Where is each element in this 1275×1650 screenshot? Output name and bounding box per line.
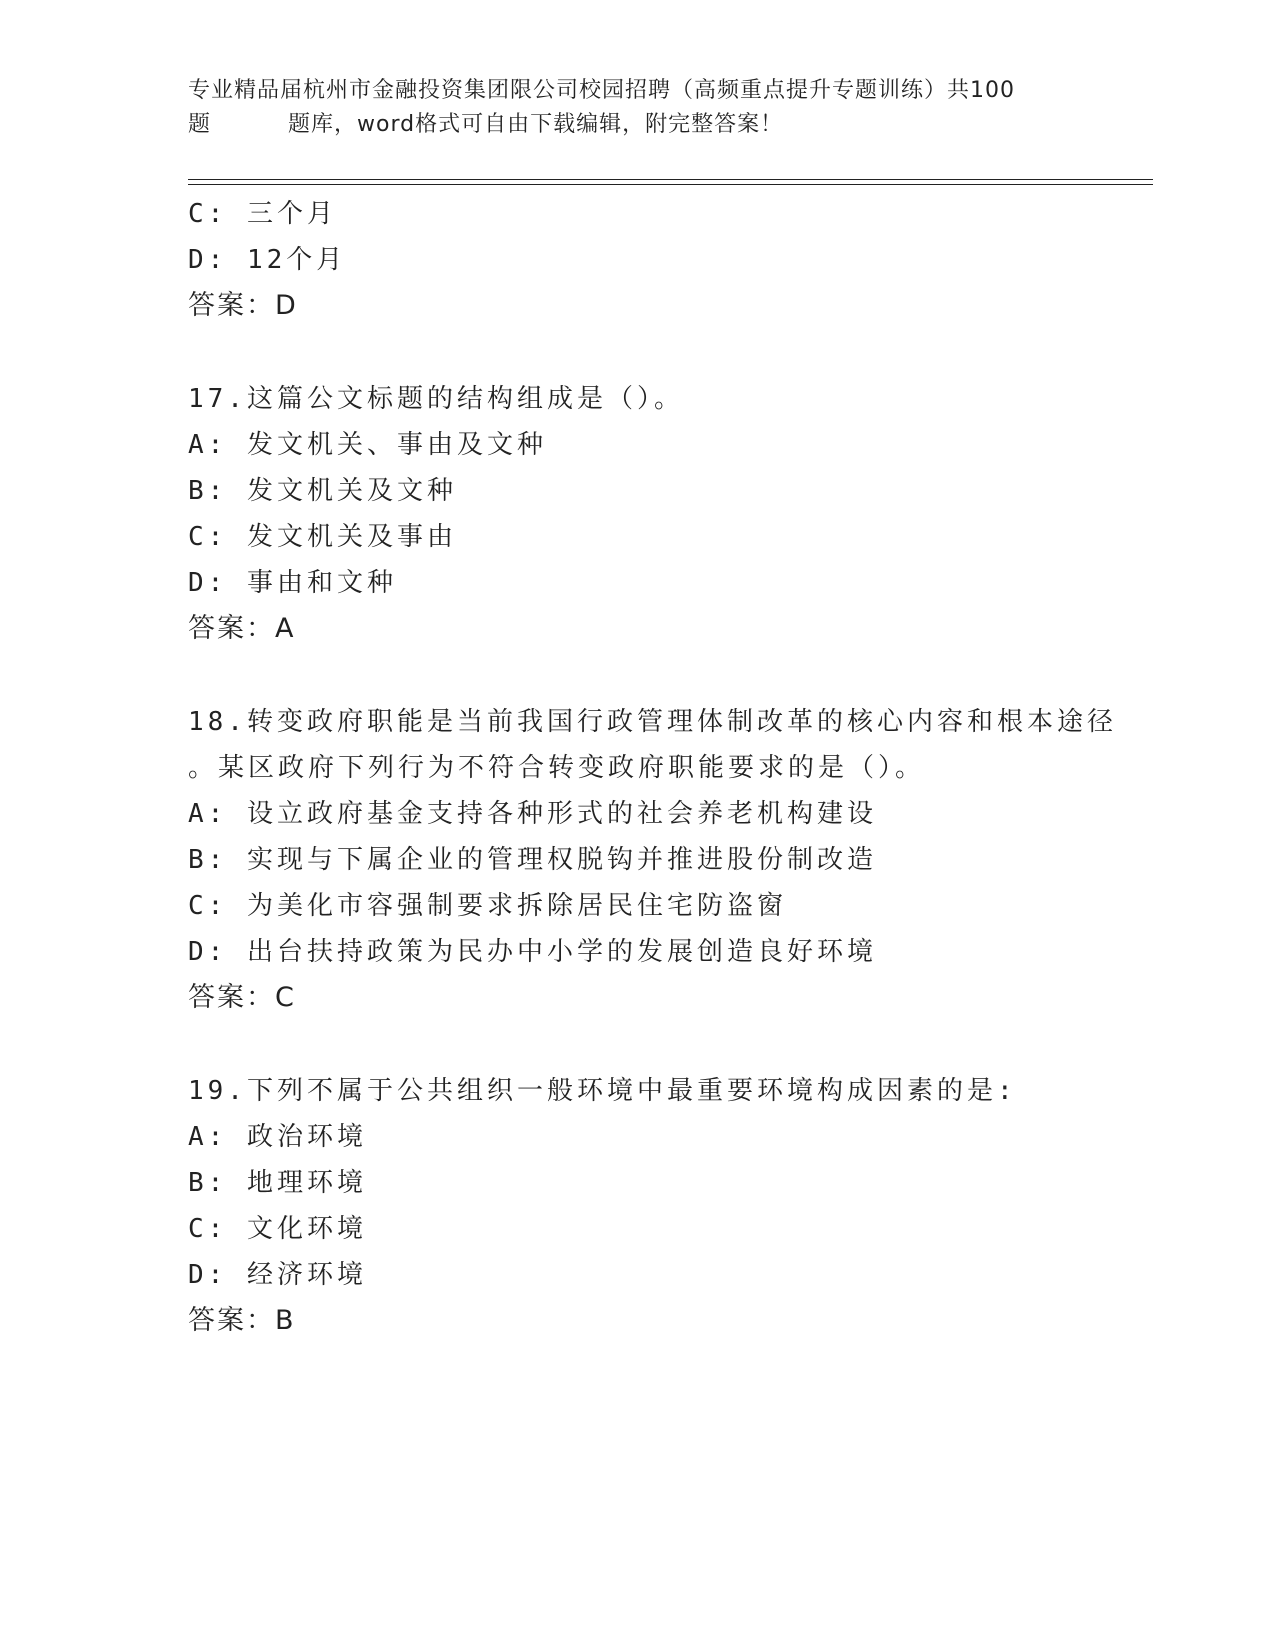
header-divider-bottom <box>188 184 1153 185</box>
option-a: A: 发文机关、事由及文种 <box>188 430 547 460</box>
question-16-tail <box>188 191 1128 329</box>
question-spacer <box>188 329 1128 376</box>
question-17 <box>188 376 1128 652</box>
question-stem-line1: 18.转变政府职能是当前我国行政管理体制改革的核心内容和根本途径 <box>188 707 1117 737</box>
answer-line: 答案：D <box>188 290 298 321</box>
option-a: A: 设立政府基金支持各种形式的社会养老机构建设 <box>188 799 877 829</box>
option-c: C: 文化环境 <box>188 1214 367 1244</box>
header-title-line1: 专业精品届杭州市金融投资集团限公司校园招聘（高频重点提升专题训练）共100 <box>188 78 1015 103</box>
option-b: B: 地理环境 <box>188 1168 367 1198</box>
option-c: C: 发文机关及事由 <box>188 522 457 552</box>
page-header <box>188 74 1088 142</box>
answer-line: 答案：A <box>188 613 296 644</box>
answer-line: 答案：C <box>188 982 296 1013</box>
option-c: C: 三个月 <box>188 199 337 229</box>
option-d: D: 12个月 <box>188 245 347 275</box>
question-stem: 19.下列不属于公共组织一般环境中最重要环境构成因素的是: <box>188 1076 1017 1106</box>
question-content <box>188 191 1128 1344</box>
option-d: D: 经济环境 <box>188 1260 367 1290</box>
option-c: C: 为美化市容强制要求拆除居民住宅防盗窗 <box>188 891 787 921</box>
header-title-line2 <box>188 108 1088 142</box>
option-b: B: 发文机关及文种 <box>188 476 457 506</box>
option-a: A: 政治环境 <box>188 1122 367 1152</box>
option-d: D: 事由和文种 <box>188 568 397 598</box>
question-spacer <box>188 1021 1128 1068</box>
question-18 <box>188 699 1128 1021</box>
header-divider-top <box>188 179 1153 180</box>
option-b: B: 实现与下属企业的管理权脱钩并推进股份制改造 <box>188 845 877 875</box>
option-d: D: 出台扶持政策为民办中小学的发展创造良好环境 <box>188 937 877 967</box>
answer-line: 答案：B <box>188 1305 296 1336</box>
question-stem: 17.这篇公文标题的结构组成是（）。 <box>188 384 684 414</box>
header-title-line2-lead: 题 <box>188 112 212 137</box>
question-spacer <box>188 652 1128 699</box>
header-title-line2-rest: 题库，word格式可自由下载编辑，附完整答案！ <box>288 112 784 137</box>
question-19 <box>188 1068 1128 1344</box>
question-stem-line2: 。某区政府下列行为不符合转变政府职能要求的是（）。 <box>188 753 926 783</box>
